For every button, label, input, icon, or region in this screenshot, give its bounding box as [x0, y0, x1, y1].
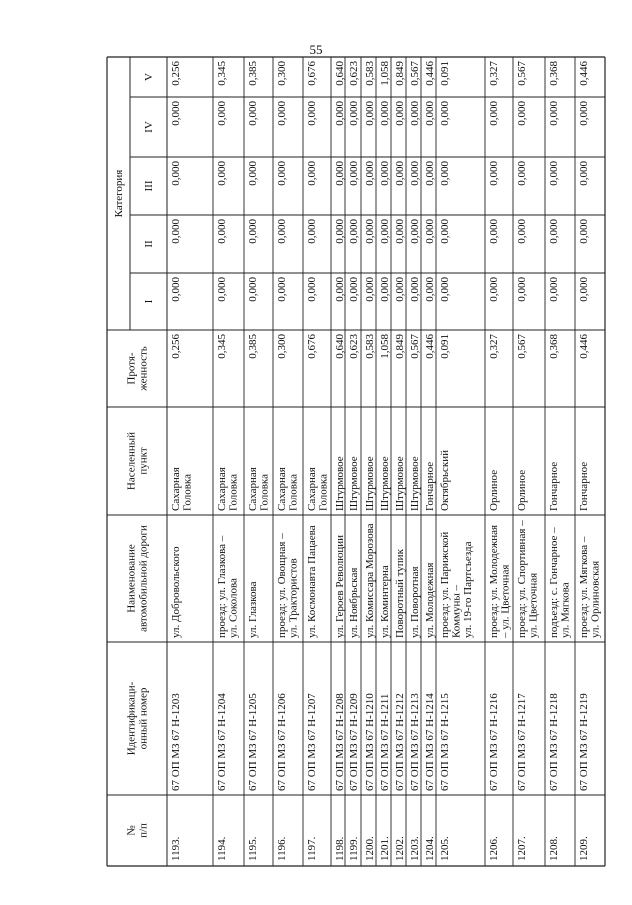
row-length: 0,256 [170, 334, 182, 359]
row-cat-iii: 0,000 [548, 161, 560, 186]
row-cat-iv: 0,000 [216, 101, 228, 126]
row-settlement: Головка [227, 474, 240, 511]
row-road-name: ул. Комиссара Морозова [364, 523, 376, 638]
row-cat-iv: 0,000 [364, 101, 376, 126]
row-road-name: подъезд: с. Гончарное – [548, 527, 560, 638]
row-settlement: Штурмовое [364, 456, 376, 511]
row-cat-iii: 0,000 [516, 161, 528, 186]
row-road-name: ул. Космонавта Пацаева [306, 525, 318, 638]
row-road-name: Поворотный тупик [394, 549, 406, 638]
row-id: 67 ОП МЗ 67 Н-1205 [247, 693, 259, 791]
row-road-name: ул. Цветочная [527, 572, 540, 638]
row-number: 1207. [516, 836, 528, 861]
row-settlement: Гончарное [548, 461, 560, 511]
row-settlement: Штурмовое [394, 456, 406, 511]
row-cat-ii: 0,000 [488, 219, 500, 244]
row-length: 0,676 [306, 334, 318, 359]
row-number: 1193. [170, 836, 182, 861]
row-road-name: ул. Орлиновская [589, 560, 602, 638]
row-id: 67 ОП МЗ 67 Н-1207 [306, 693, 318, 791]
header-settlement: пункт [137, 447, 150, 475]
row-cat-iii: 0,000 [306, 161, 318, 186]
row-cat-iv: 0,000 [306, 101, 318, 126]
row-length: 0,583 [364, 334, 376, 359]
header-cat-v: V [143, 73, 156, 81]
row-cat-v: 0,583 [364, 61, 376, 86]
row-cat-iv: 0,000 [578, 101, 590, 126]
row-settlement: Головка [258, 474, 271, 511]
row-road-name: Коммуны – [450, 584, 463, 638]
row-length: 0,567 [409, 334, 421, 359]
row-id: 67 ОП МЗ 67 Н-1213 [409, 693, 421, 791]
row-id: 67 ОП МЗ 67 Н-1214 [424, 693, 436, 791]
row-length: 0,446 [424, 334, 436, 359]
row-cat-ii: 0,000 [348, 219, 360, 244]
row-cat-ii: 0,000 [516, 219, 528, 244]
row-cat-ii: 0,000 [247, 219, 259, 244]
row-cat-v: 0,567 [516, 61, 528, 86]
header-cat-iii: III [143, 180, 156, 192]
row-id: 67 ОП МЗ 67 Н-1209 [348, 693, 360, 791]
row-number: 1205. [439, 836, 451, 861]
row-length: 0,345 [216, 334, 228, 359]
row-cat-iv: 0,000 [488, 101, 500, 126]
row-cat-ii: 0,000 [276, 219, 288, 244]
row-cat-i: 0,000 [348, 277, 360, 302]
row-id: 67 ОП МЗ 67 Н-1211 [379, 693, 391, 791]
row-road-name: ул. Добровольского [170, 546, 182, 638]
row-id: 67 ОП МЗ 67 Н-1206 [276, 693, 288, 791]
row-cat-iii: 0,000 [409, 161, 421, 186]
header-length: женность [137, 346, 150, 391]
row-id: 67 ОП МЗ 67 Н-1216 [488, 693, 500, 791]
row-cat-iii: 0,000 [394, 161, 406, 186]
row-cat-v: 0,446 [424, 61, 436, 86]
row-cat-i: 0,000 [247, 277, 259, 302]
row-cat-ii: 0,000 [334, 219, 346, 244]
row-number: 1201. [379, 836, 391, 861]
row-cat-iv: 0,000 [276, 101, 288, 126]
row-cat-i: 0,000 [216, 277, 228, 302]
row-road-name: ул. Героев Революции [334, 534, 346, 638]
header-no: п/п [137, 823, 150, 838]
row-number: 1194. [216, 836, 228, 861]
row-road-name: – ул. Цветочная [499, 564, 512, 638]
row-cat-iii: 0,000 [578, 161, 590, 186]
row-settlement: Сахарная [276, 467, 288, 511]
row-id: 67 ОП МЗ 67 Н-1212 [394, 693, 406, 791]
row-cat-v: 0,567 [409, 61, 421, 86]
row-cat-i: 0,000 [334, 277, 346, 302]
row-cat-iv: 0,000 [409, 101, 421, 126]
road-table [107, 57, 605, 866]
row-cat-v: 0,676 [306, 61, 318, 86]
row-cat-v: 0,623 [348, 61, 360, 86]
row-cat-ii: 0,000 [306, 219, 318, 244]
row-cat-i: 0,000 [548, 277, 560, 302]
row-number: 1202. [394, 836, 406, 861]
row-road-name: проезд: ул. Парижской [439, 531, 451, 638]
row-cat-ii: 0,000 [364, 219, 376, 244]
row-id: 67 ОП МЗ 67 Н-1204 [216, 693, 228, 791]
row-cat-v: 0,327 [488, 61, 500, 86]
row-road-name: ул. Глазкова [247, 581, 259, 638]
row-cat-iv: 0,000 [516, 101, 528, 126]
row-id: 67 ОП МЗ 67 Н-1203 [170, 693, 182, 791]
row-cat-i: 0,000 [306, 277, 318, 302]
row-number: 1203. [409, 836, 421, 861]
row-cat-v: 0,300 [276, 61, 288, 86]
row-cat-iv: 0,000 [439, 101, 451, 126]
row-settlement: Штурмовое [334, 456, 346, 511]
row-road-name: проезд: ул. Глазкова – [216, 535, 228, 638]
row-road-name: ул. Поворотная [409, 566, 421, 638]
row-settlement: Головка [181, 474, 194, 511]
row-cat-i: 0,000 [394, 277, 406, 302]
row-cat-iv: 0,000 [379, 101, 391, 126]
row-length: 0,091 [439, 334, 451, 359]
row-cat-ii: 0,000 [548, 219, 560, 244]
row-number: 1204. [424, 836, 436, 861]
row-cat-iv: 0,000 [424, 101, 436, 126]
row-cat-v: 0,446 [578, 61, 590, 86]
row-settlement: Штурмовое [348, 456, 360, 511]
row-settlement: Гончарное [424, 461, 436, 511]
row-road-name: ул. Ноябрьская [348, 567, 360, 638]
row-length: 0,623 [348, 334, 360, 359]
row-cat-iii: 0,000 [424, 161, 436, 186]
row-road-name: ул. Коминтерна [379, 565, 391, 638]
header-cat-i: I [143, 299, 156, 304]
row-road-name: проезд: ул. Овощная – [276, 533, 288, 638]
row-cat-v: 0,091 [439, 61, 451, 86]
row-road-name: ул. 19-го Партсъезда [462, 541, 474, 638]
row-cat-iii: 0,000 [348, 161, 360, 186]
row-id: 67 ОП МЗ 67 Н-1218 [548, 693, 560, 791]
row-cat-ii: 0,000 [439, 219, 451, 244]
row-cat-iv: 0,000 [348, 101, 360, 126]
row-length: 0,567 [516, 334, 528, 359]
row-cat-i: 0,000 [409, 277, 421, 302]
row-cat-ii: 0,000 [424, 219, 436, 244]
row-length: 0,849 [394, 334, 406, 359]
row-settlement: Штурмовое [409, 456, 421, 511]
row-length: 0,327 [488, 334, 500, 359]
header-no: № [125, 825, 138, 836]
row-cat-i: 0,000 [488, 277, 500, 302]
row-road-name: ул. Мягкова [559, 582, 572, 638]
row-cat-iv: 0,000 [334, 101, 346, 126]
row-settlement: Орлиное [488, 469, 500, 511]
row-settlement: Головка [287, 474, 300, 511]
row-cat-ii: 0,000 [578, 219, 590, 244]
row-cat-v: 0,849 [394, 61, 406, 86]
row-road-name: проезд: ул. Молодежная [488, 524, 500, 638]
row-number: 1199. [348, 836, 360, 861]
row-length: 0,368 [548, 334, 560, 359]
row-id: 67 ОП МЗ 67 Н-1217 [516, 693, 528, 791]
row-cat-i: 0,000 [276, 277, 288, 302]
row-settlement: Сахарная [170, 467, 182, 511]
row-cat-iv: 0,000 [548, 101, 560, 126]
row-cat-iii: 0,000 [216, 161, 228, 186]
row-cat-iii: 0,000 [276, 161, 288, 186]
row-cat-ii: 0,000 [170, 219, 182, 244]
row-number: 1195. [247, 836, 259, 861]
header-id: онный номер [137, 687, 150, 750]
row-cat-iii: 0,000 [247, 161, 259, 186]
row-number: 1209. [578, 836, 590, 861]
row-cat-iii: 0,000 [364, 161, 376, 186]
row-cat-i: 0,000 [424, 277, 436, 302]
row-length: 0,640 [334, 334, 346, 359]
row-cat-v: 0,345 [216, 61, 228, 86]
row-cat-iii: 0,000 [379, 161, 391, 186]
row-number: 1196. [276, 836, 288, 861]
row-settlement: Октябрьский [439, 450, 451, 511]
header-name: Наименование [125, 544, 138, 613]
row-cat-iv: 0,000 [394, 101, 406, 126]
row-settlement: Сахарная [306, 467, 318, 511]
row-cat-ii: 0,000 [216, 219, 228, 244]
row-length: 0,300 [276, 334, 288, 359]
row-cat-ii: 0,000 [409, 219, 421, 244]
row-road-name: проезд: ул. Мягкова – [578, 536, 590, 638]
row-length: 0,446 [578, 334, 590, 359]
row-number: 1198. [334, 836, 346, 861]
row-cat-v: 0,256 [170, 61, 182, 86]
row-settlement: Сахарная [216, 467, 228, 511]
row-length: 0,385 [247, 334, 259, 359]
header-id: Идентификаци- [125, 681, 138, 756]
row-id: 67 ОП МЗ 67 Н-1219 [578, 693, 590, 791]
row-cat-i: 0,000 [578, 277, 590, 302]
row-settlement: Орлиное [516, 469, 528, 511]
row-cat-iii: 0,000 [334, 161, 346, 186]
row-cat-v: 1,058 [379, 61, 391, 86]
row-cat-iii: 0,000 [439, 161, 451, 186]
header-name: автомобильной дороги [137, 525, 150, 632]
row-cat-i: 0,000 [516, 277, 528, 302]
row-cat-i: 0,000 [170, 277, 182, 302]
row-number: 1200. [364, 836, 376, 861]
row-road-name: проезд: ул. Спортивная – [516, 520, 528, 638]
row-cat-ii: 0,000 [394, 219, 406, 244]
row-cat-v: 0,368 [548, 61, 560, 86]
row-cat-i: 0,000 [364, 277, 376, 302]
row-cat-i: 0,000 [439, 277, 451, 302]
row-number: 1197. [306, 836, 318, 861]
row-settlement: Головка [317, 474, 330, 511]
page-number: 55 [309, 42, 323, 57]
row-road-name: ул. Соколова [227, 578, 240, 638]
row-number: 1206. [488, 836, 500, 861]
header-cat-ii: II [143, 240, 156, 248]
header-cat-iv: IV [143, 121, 156, 133]
row-id: 67 ОП МЗ 67 Н-1215 [439, 693, 451, 791]
row-cat-v: 0,385 [247, 61, 259, 86]
row-length: 1,058 [379, 334, 391, 359]
row-settlement: Гончарное [578, 461, 590, 511]
row-cat-iv: 0,000 [170, 101, 182, 126]
header-length: Протя- [125, 352, 138, 385]
row-settlement: Сахарная [247, 467, 259, 511]
row-cat-iv: 0,000 [247, 101, 259, 126]
row-cat-ii: 0,000 [379, 219, 391, 244]
row-id: 67 ОП МЗ 67 Н-1210 [364, 693, 376, 791]
row-settlement: Штурмовое [379, 456, 391, 511]
header-category: Категория [113, 169, 126, 218]
row-cat-v: 0,640 [334, 61, 346, 86]
row-cat-iii: 0,000 [488, 161, 500, 186]
row-number: 1208. [548, 836, 560, 861]
row-cat-i: 0,000 [379, 277, 391, 302]
row-id: 67 ОП МЗ 67 Н-1208 [334, 693, 346, 791]
row-cat-iii: 0,000 [170, 161, 182, 186]
row-road-name: ул. Молодежная [424, 562, 436, 638]
row-road-name: ул. Трактористов [287, 558, 300, 638]
header-settlement: Населенный [125, 431, 138, 491]
